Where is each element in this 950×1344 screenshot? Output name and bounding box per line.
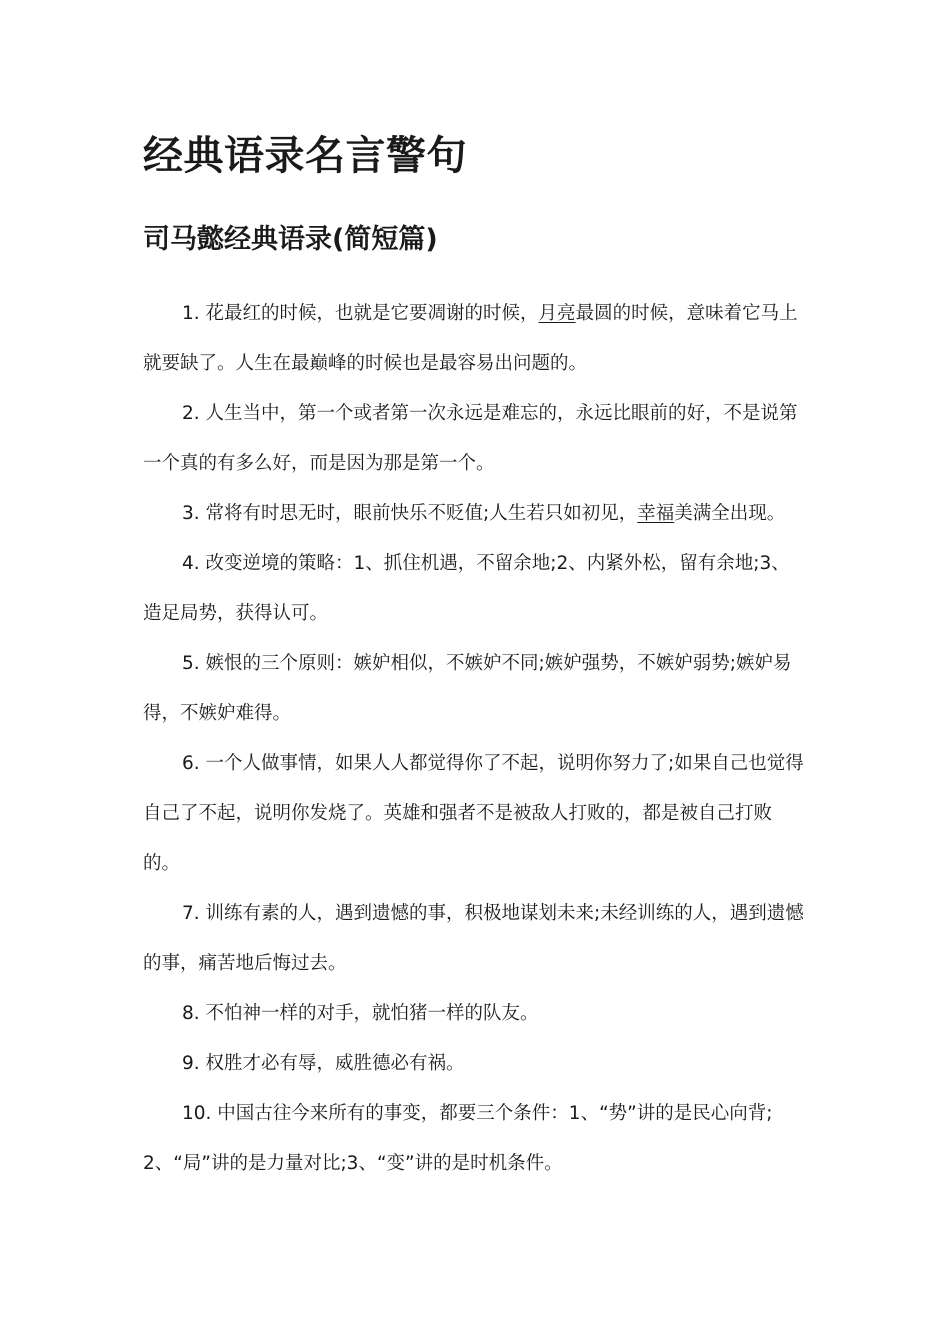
happiness-link[interactable]: 幸福 — [637, 503, 675, 524]
quote-item-6: 6. 一个人做事情，如果人人都觉得你了不起，说明你努力了;如果自己也觉得自己了不起，说明你发烧了。英雄和强者不是被敌人打败的，都是被自己打败的。 — [143, 753, 804, 874]
quote-item-1 — [143, 289, 807, 389]
quote-item-2: 2. 人生当中，第一个或者第一次永远是难忘的，永远比眼前的好，不是说第一个真的有多么好，而是因为那是第一个。 — [143, 403, 798, 474]
quote-item-3 — [143, 489, 807, 539]
quote-item-5: 5. 嫉恨的三个原则：嫉妒相似，不嫉妒不同;嫉妒强势，不嫉妒弱势;嫉妒易得，不嫉妒难得。 — [143, 653, 792, 724]
quote-item-7: 7. 训练有素的人，遇到遗憾的事，积极地谋划未来;未经训练的人，遇到遗憾的事，痛苦地后悔过去。 — [143, 903, 804, 974]
quote-text: 最圆的时候，意味着它马上就要缺了。人生在最巅峰的时候也是最容易出问题的。 — [143, 303, 798, 374]
quote-text: 3. 常将有时思无时，眼前快乐不贬值;人生若只如初见， — [182, 503, 638, 524]
quote-item-4: 4. 改变逆境的策略：1、抓住机遇，不留余地;2、内紧外松，留有余地;3、造足局势，获得认可。 — [143, 553, 790, 624]
quote-item-9: 9. 权胜才必有辱，威胜德必有祸。 — [182, 1053, 465, 1074]
quote-text: 美满全出现。 — [674, 503, 786, 524]
quote-item-10: 10. 中国古往今来所有的事变，都要三个条件：1、“势”讲的是民心向背;2、“局”讲的是力量对比;3、“变”讲的是时机条件。 — [143, 1103, 773, 1174]
quote-item-8: 8. 不怕神一样的对手，就怕猪一样的队友。 — [182, 1003, 539, 1024]
page-title: 经典语录名言警句 — [143, 133, 467, 179]
quote-list — [143, 289, 807, 1189]
moon-link[interactable]: 月亮 — [538, 303, 576, 324]
section-heading: 司马懿经典语录(简短篇) — [143, 224, 438, 255]
quote-text: 1. 花最红的时候，也就是它要凋谢的时候， — [182, 303, 539, 324]
